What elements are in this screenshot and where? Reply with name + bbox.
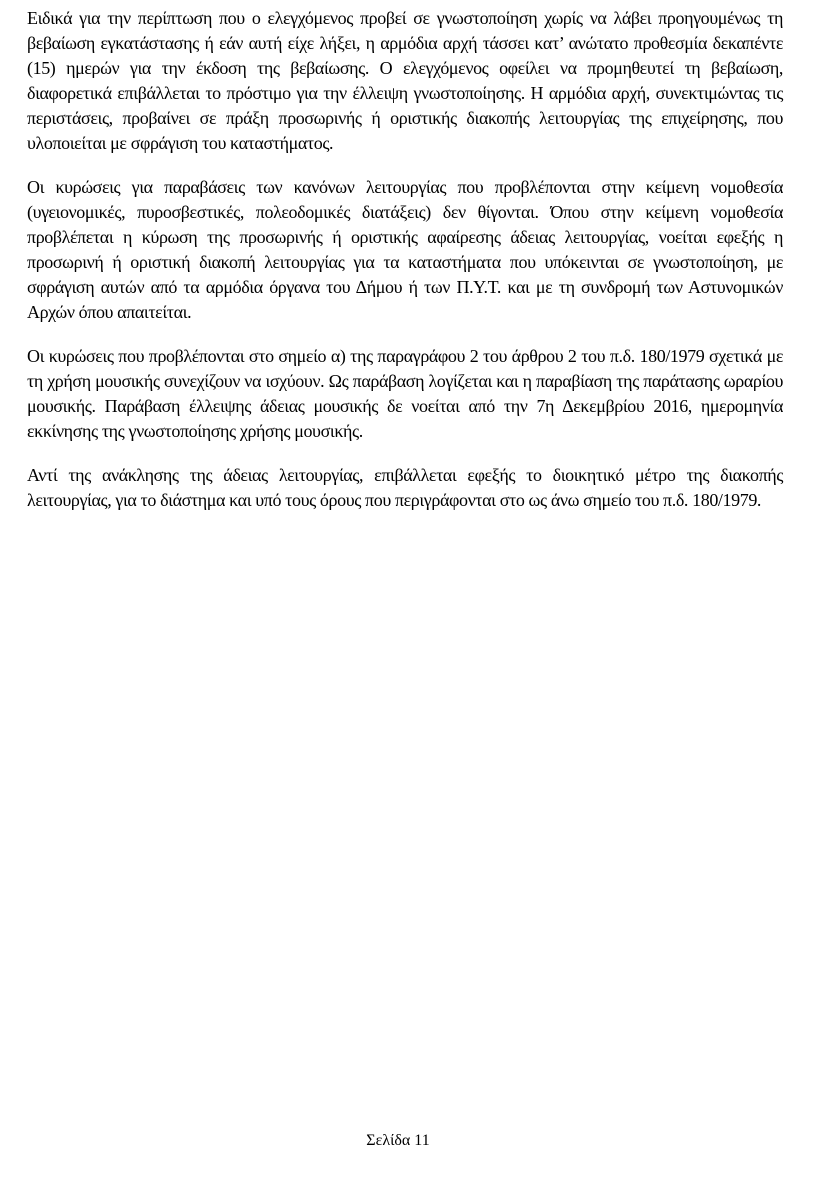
paragraph-1: Ειδικά για την περίπτωση που ο ελεγχόμενος προβεί σε γνωστοποίηση χωρίς να λάβει προηγουμένως τη βεβαίωση εγκατάστασης ή εάν αυτή είχε λήξει, η αρμόδια αρχή τάσσει κατ’ ανώτατο προθεσμία δεκαπέντε (15) ημερών για την έκδοση της βεβαίωσης. Ο ελεγχόμενος οφείλει να προμηθευτεί τη βεβαίωση, διαφορετικά επιβάλλεται το πρόστιμο για την έλλειψη γνωστοποίησης. Η αρμόδια αρχή, συνεκτιμώντας τις περιστάσεις, προβαίνει σε πράξη προσωρινής ή οριστικής διακοπής λειτουργίας της επιχείρησης, που υλοποιείται με σφράγιση του καταστήματος. bbox=[27, 8, 783, 153]
page-content bbox=[27, 6, 783, 532]
page-number: Σελίδα 11 bbox=[366, 1132, 430, 1149]
paragraph-2: Οι κυρώσεις για παραβάσεις των κανόνων λειτουργίας που προβλέπονται στην κείμενη νομοθεσία (υγειονομικές, πυροσβεστικές, πολεοδομικές διατάξεις) δεν θίγονται. Όπου στην κείμενη νομοθεσία προβλέπεται η κύρωση της προσωρινής ή οριστικής αφαίρεσης άδειας λειτουργίας, νοείται εφεξής η προσωρινή ή οριστική διακοπή λειτουργίας για τα καταστήματα που υπόκεινται σε γνωστοποίηση, με σφράγιση αυτών από τα αρμόδια όργανα του Δήμου ή των Π.Υ.Τ. και με τη συνδρομή των Αστυνομικών Αρχών όπου απαιτείται. bbox=[27, 177, 783, 322]
paragraph-4: Αντί της ανάκλησης της άδειας λειτουργίας, επιβάλλεται εφεξής το διοικητικό μέτρο της διακοπής λειτουργίας, για το διάστημα και υπό τους όρους που περιγράφονται στο ως άνω σημείο του π.δ. 180/1979. bbox=[27, 465, 783, 510]
page-footer bbox=[27, 1131, 769, 1151]
paragraph-3: Οι κυρώσεις που προβλέπονται στο σημείο α) της παραγράφου 2 του άρθρου 2 του π.δ. 180/1979 σχετικά με τη χρήση μουσικής συνεχίζουν να ισχύουν. Ως παράβαση λογίζεται και η παραβίαση της παράτασης ωραρίου μουσικής. Παράβαση έλλειψης άδειας μουσικής δε νοείται από την 7η Δεκεμβρίου 2016, ημερομηνία εκκίνησης της γνωστοποίησης χρήσης μουσικής. bbox=[27, 346, 783, 441]
